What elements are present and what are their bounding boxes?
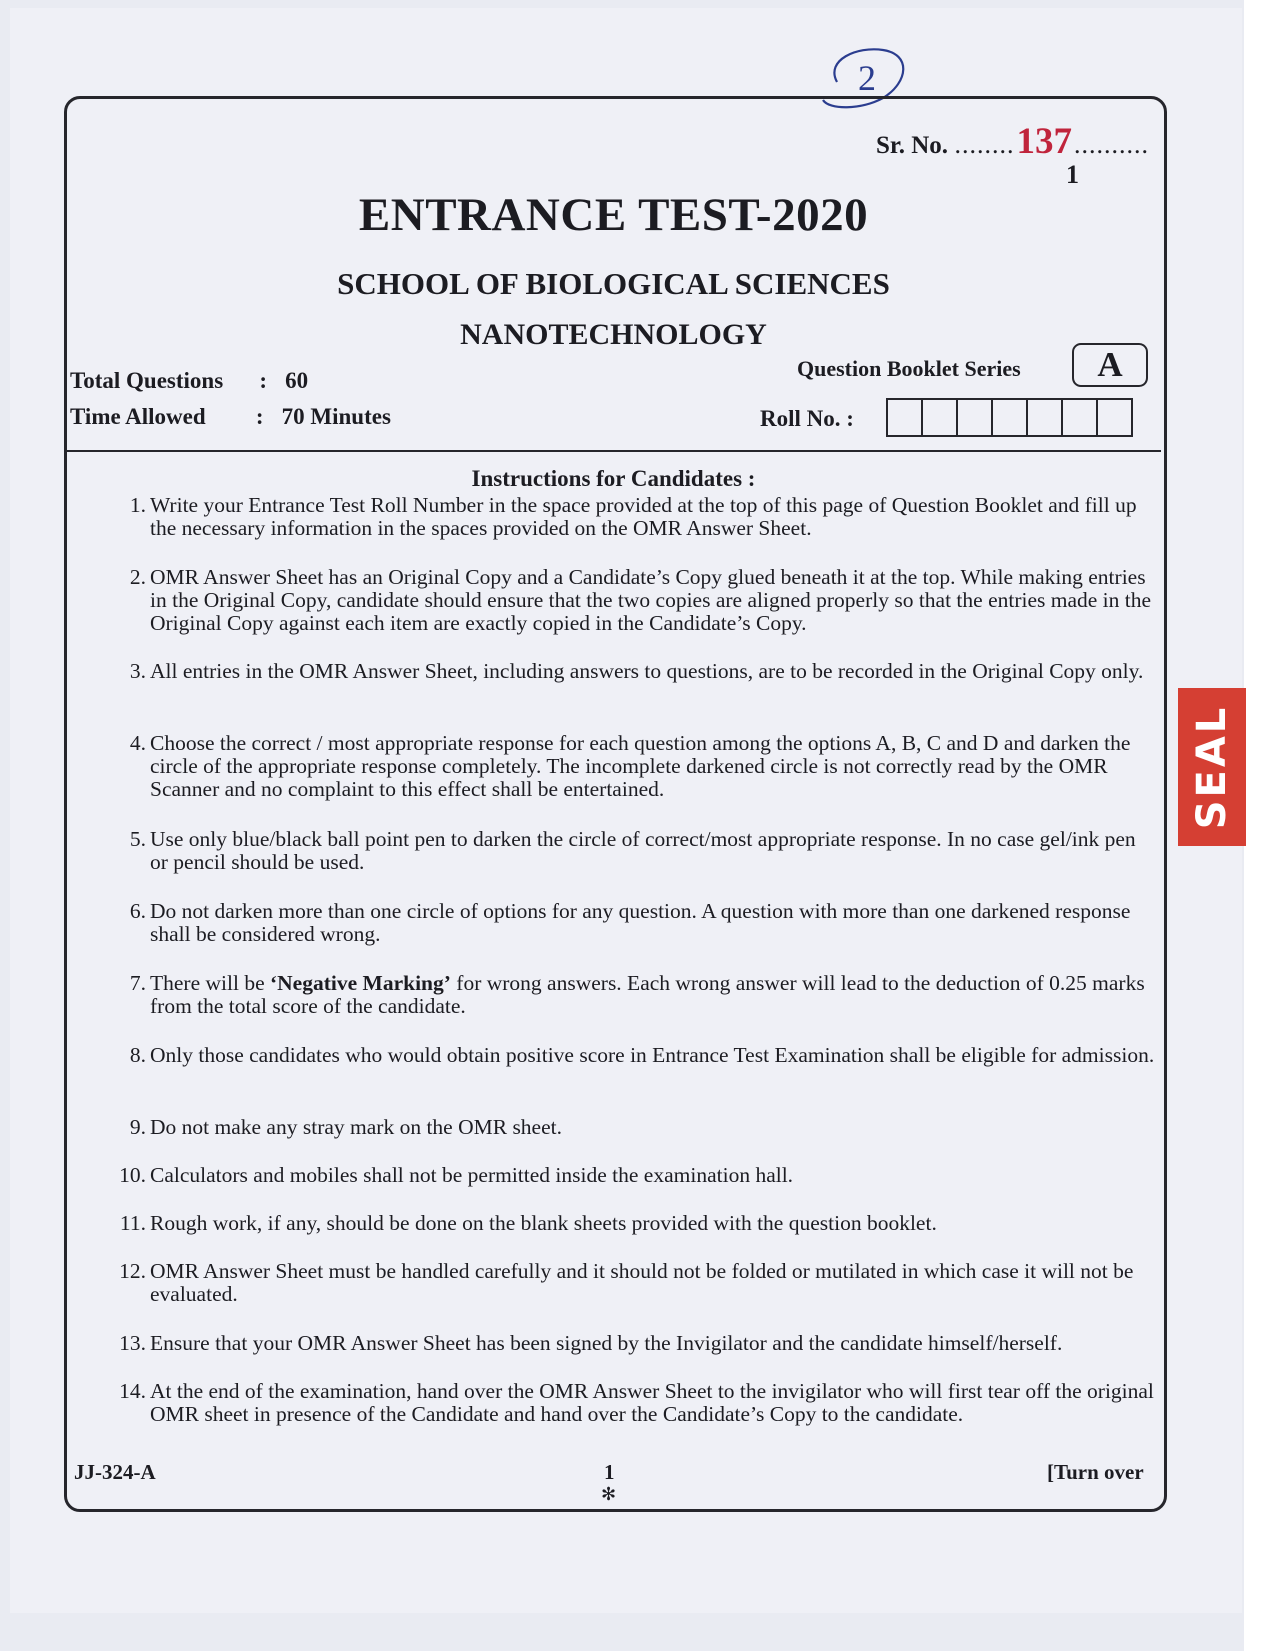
turn-over-note: [Turn over: [1047, 1460, 1144, 1484]
colon: :: [255, 404, 264, 429]
instruction-text: [150, 972, 1156, 1018]
roll-number-label: Roll No. :: [760, 406, 854, 431]
instruction-text: Choose the correct / most appropriate response for each question among the options A, B, C and D and darken the circle of the appropriate response completely. The incomplete darkened circle is not correctly read by the OMR Scanner and no complaint to this effect shall be entertained.: [150, 731, 1131, 801]
total-questions: [70, 368, 308, 394]
negative-marking-emphasis: ‘Negative Marking’: [270, 971, 451, 995]
instruction-number: 10.: [119, 1163, 146, 1187]
booklet-code: JJ-324-A: [74, 1460, 156, 1484]
instruction-item: [104, 972, 1156, 1018]
booklet-series-label: Question Booklet Series: [797, 356, 1021, 381]
ornament-icon: ✻: [601, 1484, 617, 1504]
instruction-item: [104, 494, 1156, 540]
circled-mark-text: 2: [858, 58, 876, 98]
roll-number-box[interactable]: [1026, 398, 1063, 437]
roll-number-box[interactable]: [921, 398, 958, 437]
instruction-number: 5.: [129, 827, 146, 851]
instruction-item: [104, 566, 1156, 635]
serial-handwritten-mark: 1: [1066, 160, 1079, 189]
school-name: SCHOOL OF BIOLOGICAL SCIENCES: [337, 266, 890, 301]
booklet-series-value: A: [1072, 343, 1148, 387]
instruction-text-pre: There will be: [150, 971, 270, 995]
instruction-text: Only those candidates who would obtain positive score in Entrance Test Examination shall be eligible for admission.: [150, 1043, 1155, 1067]
instruction-number: 11.: [119, 1211, 146, 1235]
page-title: ENTRANCE TEST-2020: [358, 189, 869, 241]
instruction-text: OMR Answer Sheet has an Original Copy and a Candidate’s Copy glued beneath it at the top. While making entries in the Original Copy, candidate should ensure that the two copies are aligned properly so that the entries made in the Original Copy against each item are exactly copied in the Candidate’s Copy.: [150, 565, 1152, 635]
instruction-item: [104, 1044, 1156, 1067]
instruction-number: 14.: [119, 1379, 146, 1403]
instruction-number: 7.: [129, 971, 146, 995]
page-number: 1: [604, 1460, 615, 1484]
roll-number-box[interactable]: [991, 398, 1028, 437]
instruction-text: Do not make any stray mark on the OMR sheet.: [150, 1115, 562, 1139]
instruction-item: [104, 660, 1156, 683]
roll-number-box[interactable]: [1096, 398, 1133, 437]
instruction-text: OMR Answer Sheet must be handled carefully and it should not be folded or mutilated in which case it will not be evaluated.: [150, 1259, 1134, 1306]
instruction-item: [104, 1164, 1156, 1187]
header-divider: [67, 450, 1161, 452]
instruction-text: Do not darken more than one circle of options for any question. A question with more than one darkened response shall be considered wrong.: [150, 899, 1131, 946]
roll-number-boxes[interactable]: [888, 398, 1133, 437]
instruction-item: [104, 732, 1156, 801]
instruction-number: 3.: [129, 659, 146, 683]
instruction-number: 8.: [129, 1043, 146, 1067]
instruction-text: All entries in the OMR Answer Sheet, including answers to questions, are to be recorded in the Original Copy only.: [150, 659, 1144, 683]
instruction-item: [104, 900, 1156, 946]
total-questions-label: Total Questions: [70, 368, 224, 393]
time-allowed: [70, 404, 391, 430]
instruction-item: [104, 1332, 1156, 1355]
instruction-item: [104, 1260, 1156, 1306]
roll-number-box[interactable]: [956, 398, 993, 437]
total-questions-value: 60: [285, 368, 309, 393]
instruction-text: At the end of the examination, hand over the OMR Answer Sheet to the invigilator who will first tear off the original OMR sheet in presence of the Candidate and hand over the Candidate’s Copy to the candidate.: [150, 1379, 1154, 1426]
instruction-text: Ensure that your OMR Answer Sheet has been signed by the Invigilator and the candidate himself/herself.: [150, 1331, 1063, 1355]
instruction-item: [104, 1116, 1156, 1139]
serial-value: 137: [1016, 121, 1073, 162]
instruction-number: 4.: [129, 731, 146, 755]
instruction-text: Write your Entrance Test Roll Number in the space provided at the top of this page of Question Booklet and fill up the necessary information in the spaces provided on the OMR Answer Sheet.: [150, 493, 1137, 540]
instruction-text: Use only blue/black ball point pen to darken the circle of correct/most appropriate response. In no case gel/ink pen or pencil should be used.: [150, 827, 1136, 874]
time-allowed-value: 70 Minutes: [281, 404, 391, 429]
instruction-number: 2.: [129, 565, 146, 589]
instruction-text-post: for wrong answers. Each wrong answer will lead to the deduction of 0.25 marks from the total score of the candidate.: [150, 971, 1145, 1018]
time-allowed-label: Time Allowed: [70, 404, 206, 429]
seal-stamp: [1178, 688, 1246, 846]
serial-label: Sr. No.: [876, 132, 949, 159]
instruction-text: Rough work, if any, should be done on the blank sheets provided with the question booklet.: [150, 1211, 937, 1235]
instruction-number: 13.: [119, 1331, 146, 1355]
instruction-number: 9.: [129, 1115, 146, 1139]
seal-stamp-text: SEAL: [1189, 704, 1235, 830]
instruction-number: 12.: [119, 1259, 146, 1283]
instruction-item: [104, 828, 1156, 874]
subject-name: NANOTECHNOLOGY: [460, 318, 767, 351]
instruction-item: [104, 1212, 1156, 1235]
roll-number-box[interactable]: [1061, 398, 1098, 437]
scan-edge: [1244, 0, 1275, 1651]
instruction-number: 6.: [129, 899, 146, 923]
serial-dots-trailing: ..........: [1074, 130, 1150, 159]
instruction-number: 1.: [129, 493, 146, 517]
instruction-item: [104, 1380, 1156, 1426]
instructions-heading: Instructions for Candidates :: [471, 466, 756, 491]
colon: :: [259, 368, 267, 393]
roll-number-box[interactable]: [886, 398, 923, 437]
instruction-text: Calculators and mobiles shall not be permitted inside the examination hall.: [150, 1163, 794, 1187]
serial-dots: ........: [954, 130, 1015, 159]
